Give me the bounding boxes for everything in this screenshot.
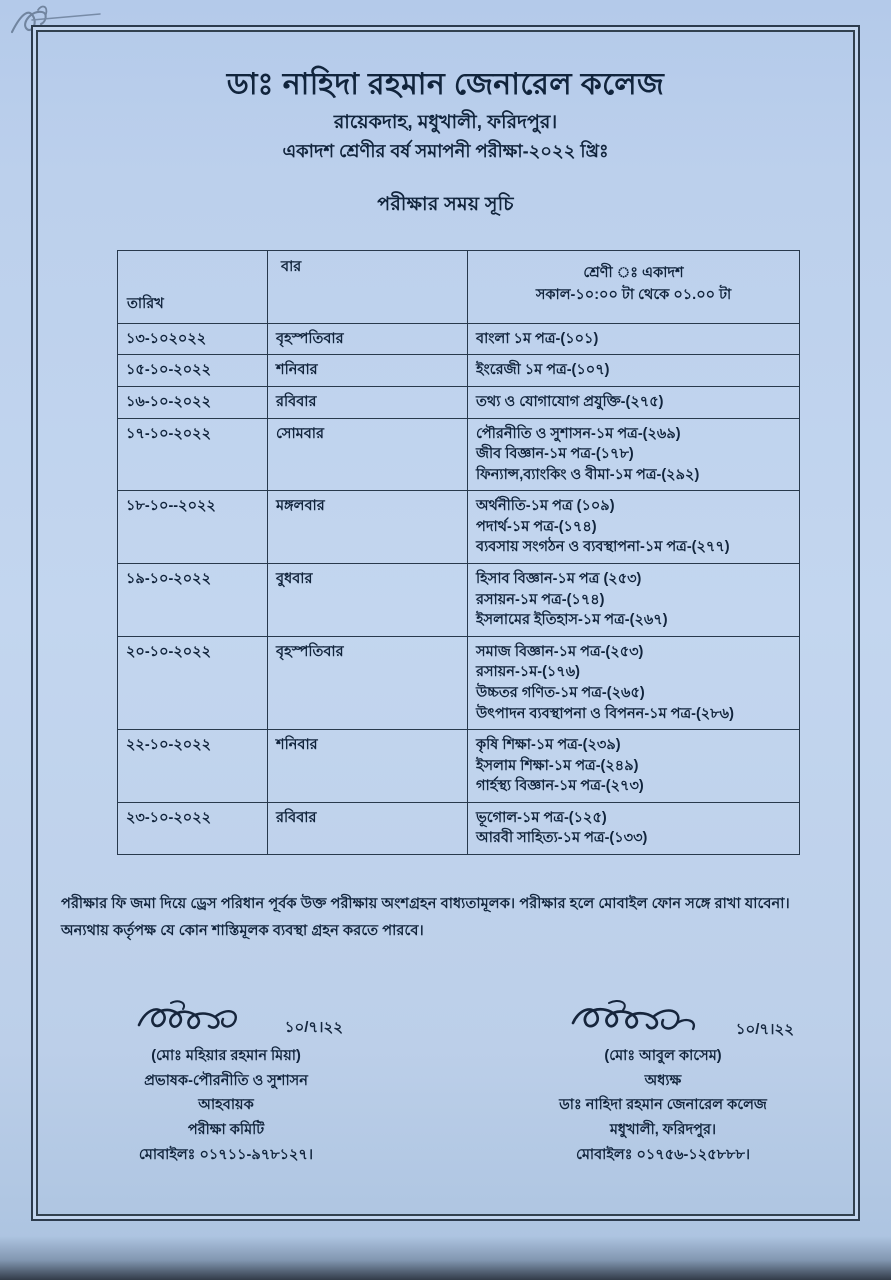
convener-committee: পরীক্ষা কমিটি bbox=[187, 1122, 265, 1139]
cell-subjects bbox=[468, 355, 800, 387]
subject-entry: পদার্থ-১ম পত্র-(১৭৪) bbox=[476, 518, 597, 535]
signature-mark-convener bbox=[61, 999, 391, 1043]
cell-day: শনিবার bbox=[268, 730, 468, 803]
subject-entry: হিসাব বিজ্ঞান-১ম পত্র (২৫৩) bbox=[476, 571, 642, 588]
cell-date: ১৭-১০-২০২২ bbox=[118, 418, 268, 491]
subject-entry: আরবী সাহিত্য-১ম পত্র-(১৩৩) bbox=[476, 830, 648, 847]
cell-date: ১৬-১০-২০২২ bbox=[118, 387, 268, 419]
cell-subjects bbox=[468, 564, 800, 637]
routine-document bbox=[31, 25, 860, 1221]
subject-entry: গার্হস্থ্য বিজ্ঞান-১ম পত্র-(২৭৩) bbox=[476, 778, 644, 795]
table-body bbox=[118, 323, 800, 854]
cell-subjects bbox=[468, 730, 800, 803]
table-row bbox=[118, 387, 800, 419]
subject-entry: ইসলাম শিক্ষা-১ম পত্র-(২৪৯) bbox=[476, 757, 639, 774]
signature-section bbox=[57, 999, 834, 1169]
cell-subjects bbox=[468, 418, 800, 491]
column-header-day-label: বার bbox=[281, 258, 302, 275]
subject-entry: উচ্চতর গণিত-১ম পত্র-(২৬৫) bbox=[476, 684, 645, 701]
cell-day: মঙ্গলবার bbox=[268, 491, 468, 564]
subject-entry: ব্যবসায় সংগঠন ও ব্যবস্থাপনা-১ম পত্র-(২৭৭) bbox=[476, 539, 730, 556]
cell-date: ১৫-১০-২০২২ bbox=[118, 355, 268, 387]
exam-notice bbox=[61, 891, 826, 945]
column-header-date bbox=[118, 250, 268, 323]
cell-subjects bbox=[468, 636, 800, 729]
subject-entry: ইসলামের ইতিহাস-১ম পত্র-(২৬৭) bbox=[476, 612, 668, 629]
cell-date: ১৮-১০--২০২২ bbox=[118, 491, 268, 564]
table-row bbox=[118, 730, 800, 803]
subject-entry: ভূগোল-১ম পত্র-(১২৫) bbox=[476, 809, 607, 826]
notice-line-1: পরীক্ষার ফি জমা দিয়ে ড্রেস পরিধান পূর্বক উক্ত পরীক্ষায় অংশগ্রহন বাধ্যতামূলক। পরীক্ষার হলে মোবাইল ফোন সঙ্গে রাখা যাবেনা। bbox=[61, 895, 790, 912]
signature-block-convener bbox=[61, 999, 391, 1169]
cell-subjects bbox=[468, 802, 800, 854]
convener-name: (মোঃ মহিয়ার রহমান মিয়া) bbox=[151, 1047, 301, 1064]
subject-entry: জীব বিজ্ঞান-১ম পত্র-(১৭৮) bbox=[476, 446, 634, 463]
signature-mark-principal bbox=[498, 999, 828, 1043]
exam-title-line: একাদশ শ্রেণীর বর্ষ সমাপনী পরীক্ষা-২০২২ খ্রিঃ bbox=[282, 141, 609, 162]
subject-entry: ফিন্যান্স,ব্যাংকিং ও বীমা-১ম পত্র-(২৯২) bbox=[476, 466, 700, 483]
cell-day: রবিবার bbox=[268, 802, 468, 854]
subject-entry: পৌরনীতি ও সুশাসন-১ম পত্র-(২৬৯) bbox=[476, 425, 681, 442]
column-header-day bbox=[268, 250, 468, 323]
subject-entry: সমাজ বিজ্ঞান-১ম পত্র-(২৫৩) bbox=[476, 643, 644, 660]
subject-entry: রসায়ন-১ম-(১৭৬) bbox=[476, 664, 580, 681]
cell-day: বৃহস্পতিবার bbox=[268, 323, 468, 355]
routine-title: পরীক্ষার সময় সূচি bbox=[377, 193, 514, 215]
principal-designation: অধ্যক্ষ bbox=[644, 1072, 682, 1089]
cell-date: ১৯-১০-২০২২ bbox=[118, 564, 268, 637]
table-row bbox=[118, 564, 800, 637]
convener-mobile: মোবাইলঃ ০১৭১১-৯৭৮১২৭। bbox=[138, 1147, 314, 1164]
subject-entry: অর্থনীতি-১ম পত্র (১০৯) bbox=[476, 498, 615, 515]
principal-name: (মোঃ আবুল কাসেম) bbox=[604, 1047, 722, 1064]
cell-day: বুধবার bbox=[268, 564, 468, 637]
table-row bbox=[118, 491, 800, 564]
subject-entry: উৎপাদন ব্যবস্থাপনা ও বিপনন-১ম পত্র-(২৮৬) bbox=[476, 705, 734, 722]
principal-location: মধুখালী, ফরিদপুর। bbox=[609, 1122, 717, 1139]
cell-day: সোমবার bbox=[268, 418, 468, 491]
college-address: রায়েকদাহ, মধুখালী, ফরিদপুর। bbox=[333, 111, 558, 133]
column-header-date-label: তারিখ bbox=[127, 296, 164, 313]
column-header-class bbox=[468, 250, 800, 323]
cell-date: ২২-১০-২০২২ bbox=[118, 730, 268, 803]
cell-date: ২০-১০-২০২২ bbox=[118, 636, 268, 729]
cell-day: রবিবার bbox=[268, 387, 468, 419]
notice-line-2: অন্যথায় কর্তৃপক্ষ যে কোন শাস্তিমূলক ব্যবস্থা গ্রহন করতে পারবে। bbox=[61, 922, 424, 939]
signature-date-convener: ১০/৭।২২ bbox=[284, 1018, 343, 1036]
subject-entry: ইংরেজী ১ম পত্র-(১০৭) bbox=[476, 362, 610, 379]
table-row bbox=[118, 802, 800, 854]
subject-entry: কৃষি শিক্ষা-১ম পত্র-(২৩৯) bbox=[476, 737, 621, 754]
subject-entry: তথ্য ও যোগাযোগ প্রযুক্তি-(২৭৫) bbox=[476, 394, 664, 410]
cell-subjects bbox=[468, 387, 800, 419]
exam-routine-table bbox=[117, 250, 800, 855]
convener-role: আহবায়ক bbox=[198, 1097, 254, 1114]
cell-day: বৃহস্পতিবার bbox=[268, 636, 468, 729]
cell-subjects bbox=[468, 323, 800, 355]
document-header bbox=[57, 67, 834, 222]
signature-block-principal bbox=[498, 999, 828, 1169]
table-row bbox=[118, 355, 800, 387]
column-header-class-title: শ্রেণী ঃ একাদশ bbox=[583, 264, 684, 281]
table-row bbox=[118, 636, 800, 729]
table-row bbox=[118, 418, 800, 491]
cell-date: ২৩-১০-২০২২ bbox=[118, 802, 268, 854]
principal-mobile: মোবাইলঃ ০১৭৫৬-১২৫৮৮৮। bbox=[575, 1147, 751, 1164]
cell-subjects bbox=[468, 491, 800, 564]
table-row bbox=[118, 323, 800, 355]
cell-date: ১৩-১০২০২২ bbox=[118, 323, 268, 355]
convener-designation: প্রভাষক-পৌরনীতি ও সুশাসন bbox=[144, 1072, 308, 1089]
table-header-row bbox=[118, 250, 800, 323]
cell-day: শনিবার bbox=[268, 355, 468, 387]
principal-institution: ডাঃ নাহিদা রহমান জেনারেল কলেজ bbox=[559, 1097, 767, 1114]
routine-table-container bbox=[57, 250, 834, 855]
signature-date-principal: ১০/৭।২২ bbox=[735, 1020, 794, 1038]
subject-entry: রসায়ন-১ম পত্র-(১৭৪) bbox=[476, 591, 605, 608]
subject-entry: বাংলা ১ম পত্র-(১০১) bbox=[476, 330, 599, 347]
column-header-class-time: সকাল-১০:০০ টা থেকে ০১.০০ টা bbox=[535, 287, 732, 304]
college-name: ডাঃ নাহিদা রহমান জেনারেল কলেজ bbox=[226, 68, 665, 101]
